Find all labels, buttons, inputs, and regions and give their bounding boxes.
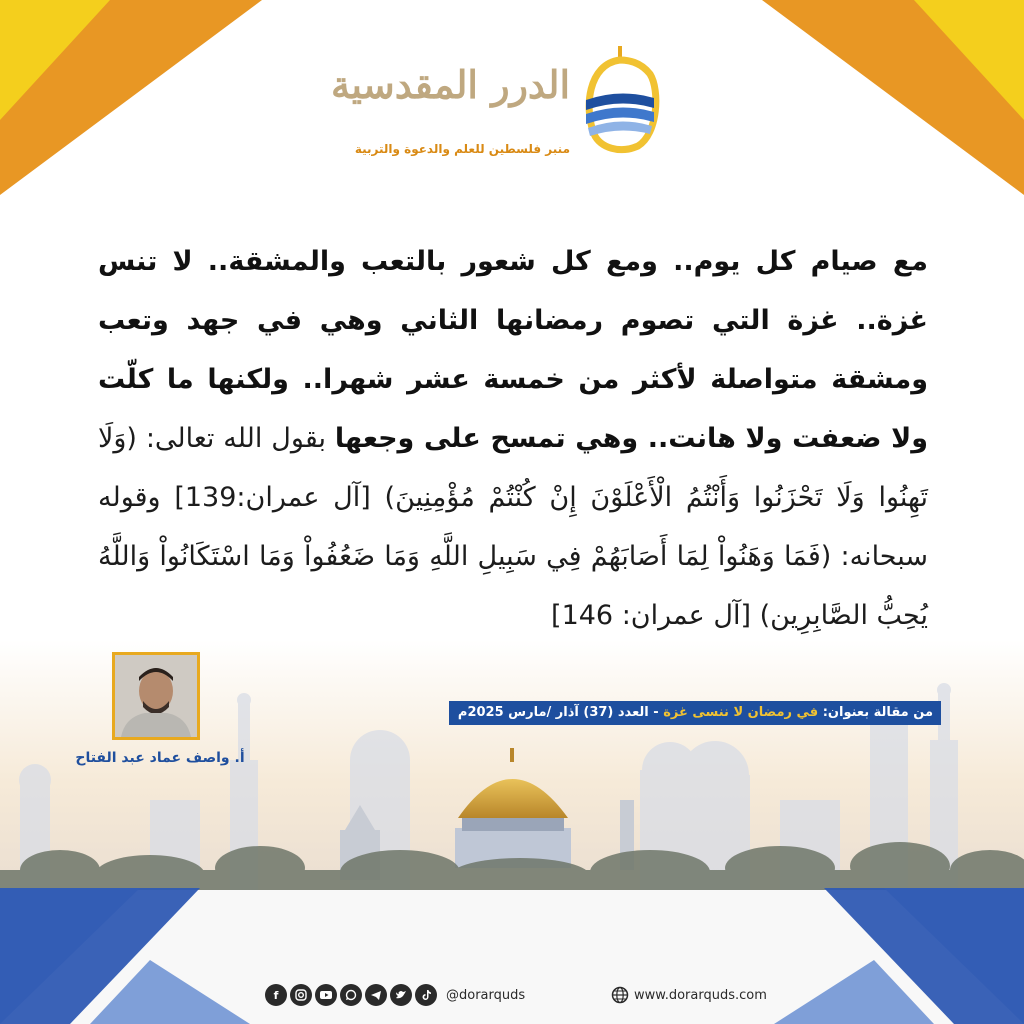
avatar [115, 655, 197, 737]
tiktok-icon[interactable] [415, 984, 437, 1006]
top-left-corner [0, 0, 262, 195]
source-issue: - العدد (37) آذار /مارس 2025م [457, 705, 659, 720]
logo-subtitle: منبر فلسطين للعلم والدعوة والتربية [354, 142, 570, 156]
twitter-icon[interactable] [390, 984, 412, 1006]
source-banner [449, 701, 941, 725]
source-title: في رمضان لا ننسى غزة [663, 705, 819, 720]
social-links [265, 983, 525, 1007]
facebook-icon[interactable]: f [265, 984, 287, 1006]
article-quote-part: بقول الله تعالى: (وَلَا تَهِنُوا وَلَا تَحْزَنُوا وَأَنْتُمُ الْأَعْلَوْنَ إِنْ كُنْتُمْ مُؤْمِنِينَ) [آل عمران:139] وقوله سبحانه: (فَمَا وَهَنُواْ لِمَا أَصَابَهُمْ فِي سَبِيلِ اللَّهِ وَمَا ضَعُفُواْ وَمَا اسْتَكَانُواْ وَاللَّهُ يُحِبُّ الصَّابِرِين) [آل عمران: 146] [98, 423, 928, 631]
author-name: أ. واصف عماد عبد الفتاح [75, 750, 245, 766]
youtube-icon[interactable] [315, 984, 337, 1006]
top-right-corner [762, 0, 1024, 195]
website-url[interactable]: www.dorarquds.com [634, 987, 767, 1003]
logo [331, 30, 670, 170]
source-prefix: من مقالة بعنوان: [822, 705, 933, 720]
telegram-icon[interactable] [365, 984, 387, 1006]
author-photo [112, 652, 200, 740]
article-bold-part: مع صيام كل يوم.. ومع كل شعور بالتعب والمشقة.. لا تنس غزة.. غزة التي تصوم رمضانها الثاني وهي في جهد وتعب ومشقة متواصلة لأكثر من خمسة عشر شهرا.. ولكنها ما كلّت ولا ضعفت ولا هانت.. وهي تمسح على وجعها [98, 246, 928, 454]
logo-emblem-icon [580, 30, 660, 160]
globe-icon [611, 986, 629, 1004]
social-handle[interactable]: @dorarquds [446, 987, 526, 1003]
logo-title: الدرر المقدسية [331, 62, 570, 107]
article-text [98, 232, 928, 645]
whatsapp-icon[interactable] [340, 984, 362, 1006]
website-link[interactable] [611, 983, 767, 1007]
instagram-icon[interactable] [290, 984, 312, 1006]
